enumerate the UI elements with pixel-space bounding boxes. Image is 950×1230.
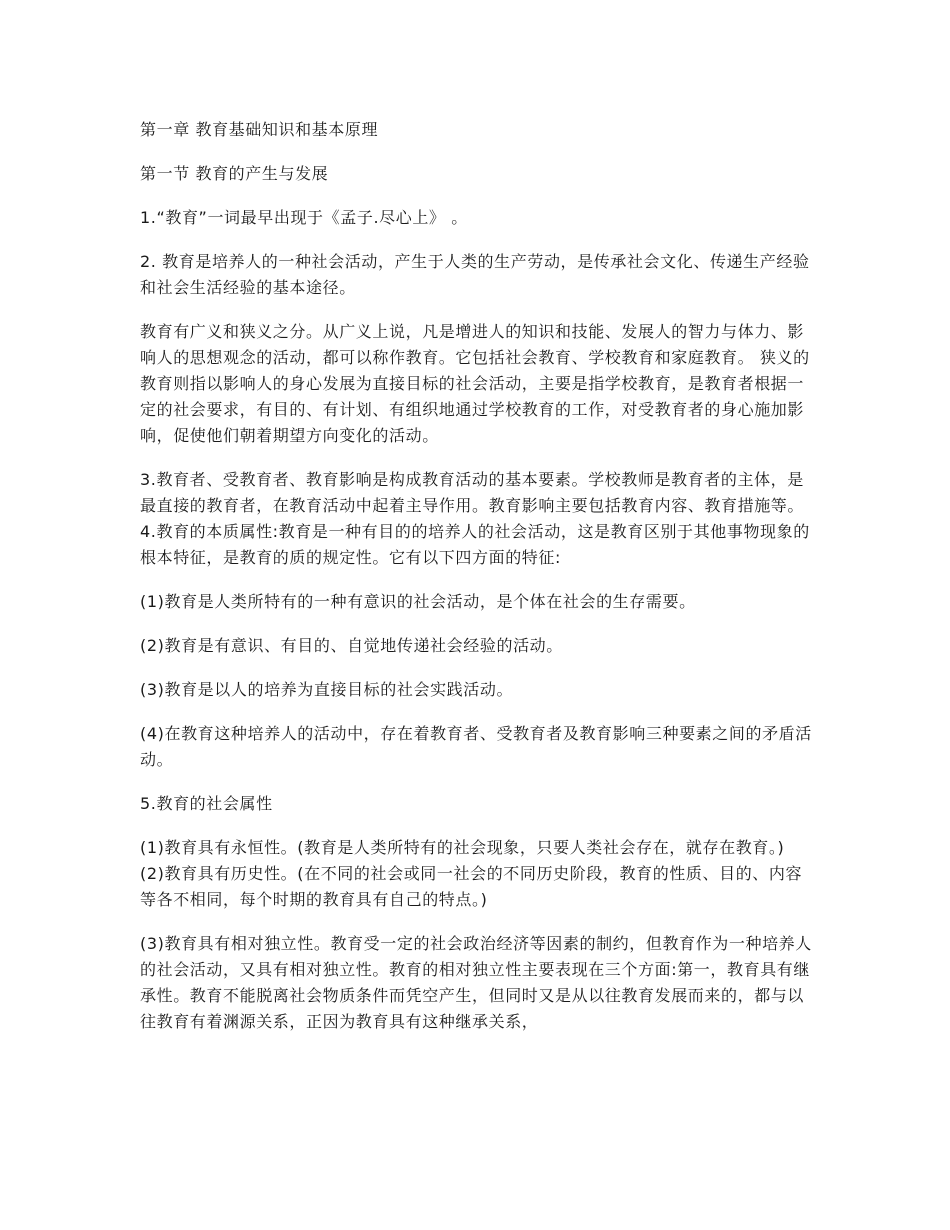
paragraph: (3)教育是以人的培养为直接目标的社会实践活动。	[140, 680, 514, 699]
paragraph: 3.教育者、受教育者、教育影响是构成教育活动的基本要素。学校教师是教育者的主体，是最直接的教育者，在教育活动中起着主导作用。教育影响主要包括教育内容、教育措施等。 4.教育的本质属性:教育是一种有目的的培养人的社会活动，这是教育区别于其他事物现象的根本特征，是教育的质的规定性。它有以下四方面的特征:	[140, 470, 810, 567]
paragraph: (4)在教育这种培养人的活动中，存在着教育者、受教育者及教育影响三种要素之间的矛盾活动。	[140, 724, 812, 769]
paragraph: 5.教育的社会属性	[140, 794, 273, 813]
paragraph: (1)教育具有永恒性。(教育是人类所特有的社会现象，只要人类社会存在，就存在教育。) (2)教育具有历史性。(在不同的社会或同一社会的不同历史阶段，教育的性质、目的、内容等各不相同，每个时期的教育具有自己的特点。)	[140, 838, 803, 909]
section-title: 第一节 教育的产生与发展	[140, 164, 329, 183]
document-body	[140, 117, 812, 1053]
paragraph: (1)教育是人类所特有的一种有意识的社会活动，是个体在社会的生存需要。	[140, 592, 696, 611]
paragraph: (3)教育具有相对独立性。教育受一定的社会政治经济等因素的制约，但教育作为一种培养人的社会活动，又具有相对独立性。教育的相对独立性主要表现在三个方面:第一，教育具有继承性。教育不能脱离社会物质条件而凭空产生，但同时又是从以往教育发展而来的，都与以往教育有着渊源关系，正因为教育具有这种继承关系，	[140, 934, 812, 1031]
paragraph: 2. 教育是培养人的一种社会活动，产生于人类的生产劳动，是传承社会文化、传递生产经验和社会生活经验的基本途径。	[140, 252, 810, 297]
paragraph: (2)教育是有意识、有目的、自觉地传递社会经验的活动。	[140, 636, 563, 655]
chapter-title: 第一章 教育基础知识和基本原理	[140, 120, 379, 139]
paragraph: 1.“教育”一词最早出现于《孟子.尽心上》 。	[140, 208, 468, 227]
paragraph: 教育有广义和狭义之分。从广义上说，凡是增进人的知识和技能、发展人的智力与体力、影响人的思想观念的活动，都可以称作教育。它包括社会教育、学校教育和家庭教育。 狭义的教育则指以影响人的身心发展为直接目标的社会活动，主要是指学校教育，是教育者根据一定的社会要求，有目的、有计划、有组织地通过学校教育的工作，对受教育者的身心施加影响，促使他们朝着期望方向变化的活动。	[140, 322, 810, 445]
